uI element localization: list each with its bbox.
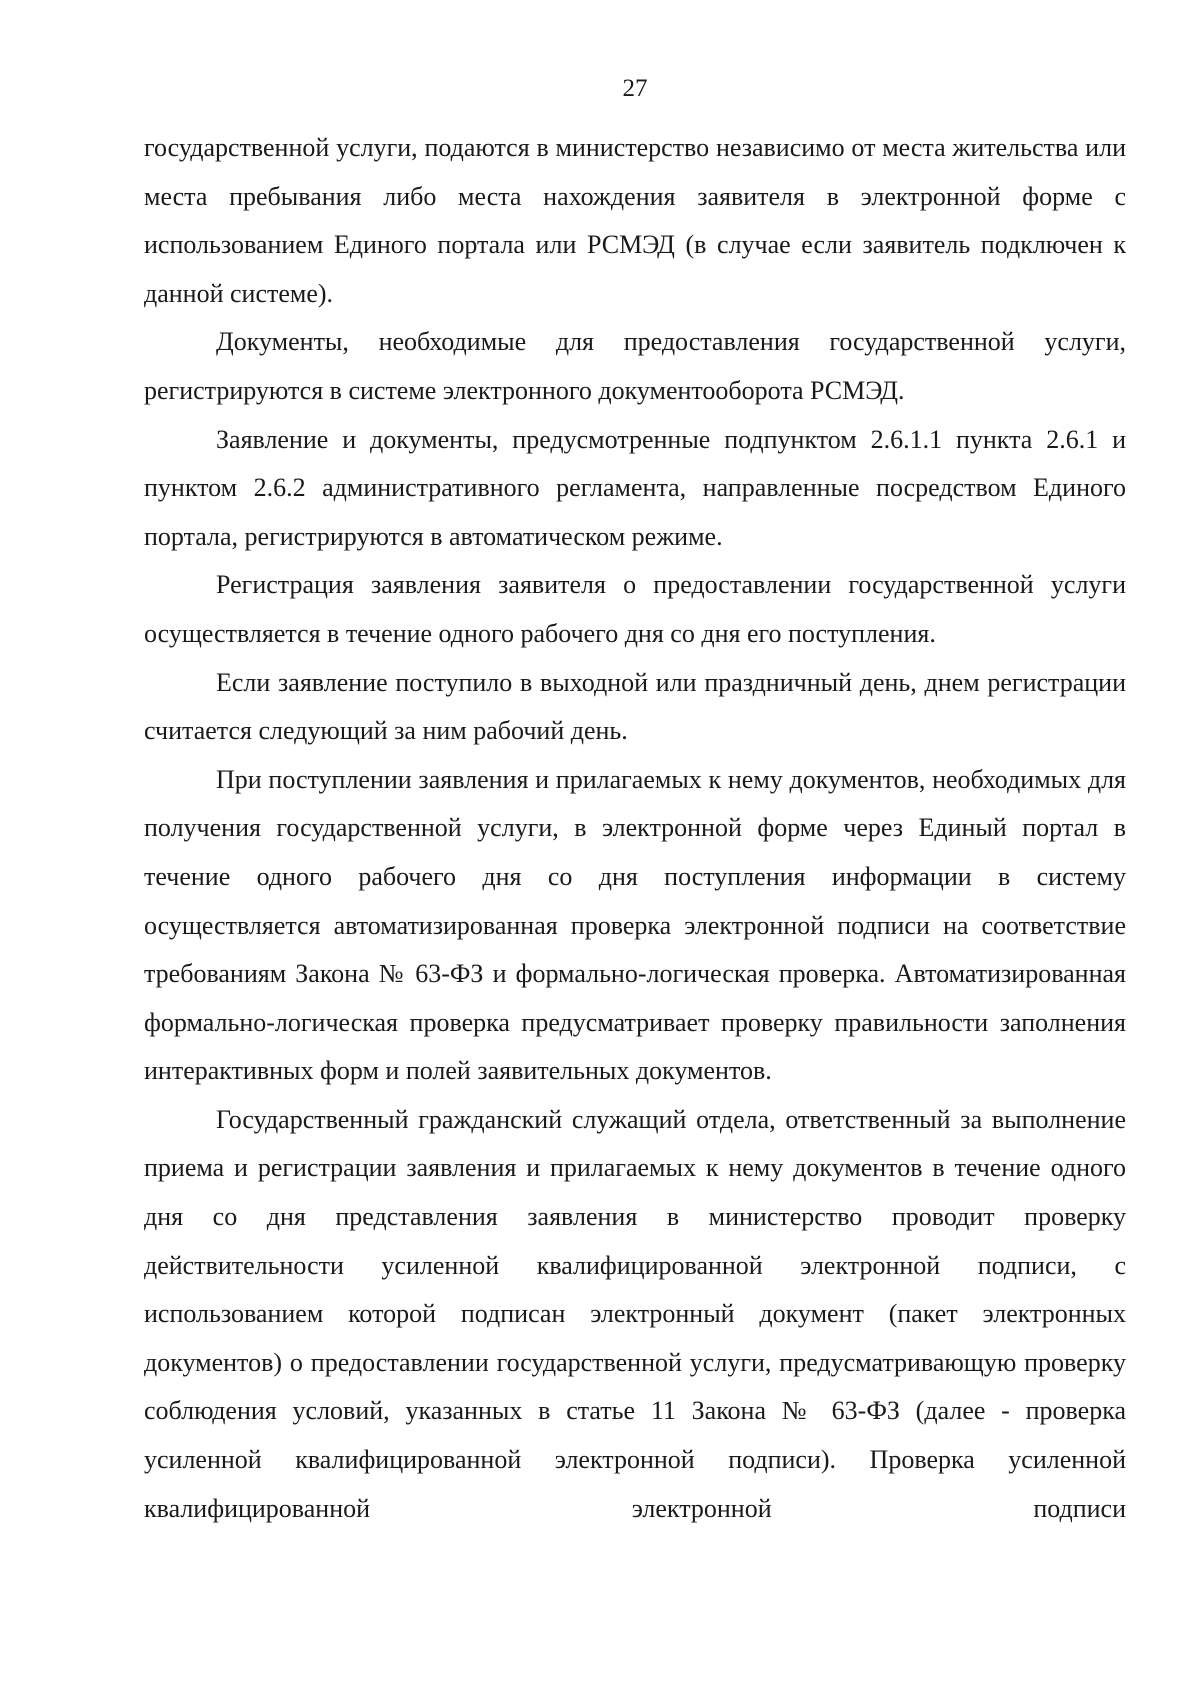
document-body <box>144 124 1126 1533</box>
paragraph: Документы, необходимые для предоставления государственной услуги, регистрируются в системе электронного документооборота РСМЭД. <box>144 327 1126 405</box>
paragraph-continuation: государственной услуги, подаются в министерство независимо от места жительства или места пребывания либо места нахождения заявителя в электронной форме с использованием Единого портала или РСМЭД (в случае если заявитель подключен к данной системе). <box>144 133 1126 308</box>
paragraph: Если заявление поступило в выходной или праздничный день, днем регистрации считается следующий за ним рабочий день. <box>144 667 1126 746</box>
paragraph: Регистрация заявления заявителя о предоставлении государственной услуги осуществляется в течение одного рабочего дня со дня его поступления. <box>144 570 1126 648</box>
paragraph: Заявление и документы, предусмотренные подпунктом 2.6.1.1 пункта 2.6.1 и пунктом 2.6.2 административного регламента, направленные посредством Единого портала, регистрируются в автоматическом режиме. <box>144 424 1126 551</box>
page-number: 27 <box>622 75 648 102</box>
paragraph: Государственный гражданский служащий отдела, ответственный за выполнение приема и регистрации заявления и прилагаемых к нему документов в течение одного дня со дня представления заявления в министерство проводит проверку действительности усиленной квалифицированной электронной подписи, с использованием которой подписан электронный документ (пакет электронных документов) о предоставлении государственной услуги, предусматривающую проверку соблюдения условий, указанных в статье 11 Закона № 63-ФЗ (далее - проверка усиленной квалифицированной электронной подписи). Проверка усиленной квалифицированной электронной подписи <box>144 1104 1126 1523</box>
paragraph: При поступлении заявления и прилагаемых к нему документов, необходимых для получения государственной услуги, в электронной форме через Единый портал в течение одного рабочего дня со дня поступления информации в систему осуществляется автоматизированная проверка электронной подписи на соответствие требованиям Закона № 63-ФЗ и формально-логическая проверка. Автоматизированная формально-логическая проверка предусматривает проверку правильности заполнения интерактивных форм и полей заявительных документов. <box>144 764 1126 1086</box>
